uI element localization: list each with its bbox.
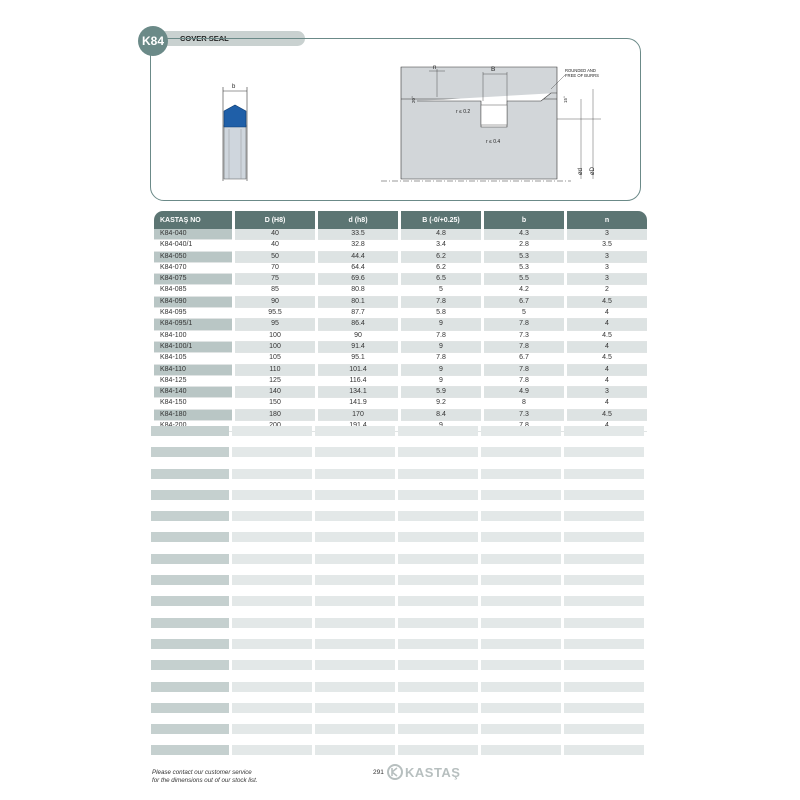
table-cell: 4.5 (567, 331, 647, 342)
table-cell: 4.5 (567, 410, 647, 421)
empty-cell (315, 490, 395, 500)
table-cell: 33.5 (318, 229, 398, 240)
table-cell: 64.4 (318, 263, 398, 274)
table-row (154, 376, 647, 387)
table-cell: 40 (235, 229, 315, 240)
table-cell: 105 (235, 353, 315, 364)
part-number-cell: K84-100/1 (154, 342, 232, 353)
empty-cell (398, 596, 478, 606)
empty-cell (398, 724, 478, 734)
col-header-b: b (484, 211, 564, 229)
table-cell: 6.7 (484, 297, 564, 308)
table-cell: 6.2 (401, 263, 481, 274)
col-header-n: n (567, 211, 647, 229)
table-cell: 69.6 (318, 274, 398, 285)
empty-cell (232, 554, 312, 564)
table-cell: 116.4 (318, 376, 398, 387)
table-cell: 70 (235, 263, 315, 274)
empty-cell (398, 532, 478, 542)
empty-cell (481, 511, 561, 521)
table-cell: 3 (567, 387, 647, 398)
table-cell: 7.8 (401, 353, 481, 364)
empty-cell (151, 554, 229, 564)
empty-table-rows (151, 426, 646, 767)
table-cell: 95.1 (318, 353, 398, 364)
empty-cell (315, 554, 395, 564)
empty-cell (564, 511, 644, 521)
table-cell: 7.3 (484, 410, 564, 421)
empty-cell (151, 426, 229, 436)
table-cell: 4.3 (484, 229, 564, 240)
table-cell: 5 (484, 308, 564, 319)
table-cell: 44.4 (318, 252, 398, 263)
table-cell: 90 (318, 331, 398, 342)
empty-cell (481, 554, 561, 564)
empty-cell (398, 426, 478, 436)
table-cell: 7.8 (401, 297, 481, 308)
table-cell: 4.5 (567, 297, 647, 308)
part-number-cell: K84-095/1 (154, 319, 232, 330)
footer-note-line1: Please contact our customer service (152, 769, 252, 776)
empty-cell (481, 447, 561, 457)
part-number-cell: K84-125 (154, 376, 232, 387)
table-row (154, 274, 647, 285)
empty-cell (315, 724, 395, 734)
table-cell: 100 (235, 342, 315, 353)
table-cell: 87.7 (318, 308, 398, 319)
table-cell: 5.5 (484, 274, 564, 285)
empty-row (151, 511, 646, 521)
product-code-badge: K84 (138, 26, 168, 56)
empty-cell (232, 447, 312, 457)
brand-logo (387, 764, 460, 780)
page-number: 291 (373, 769, 384, 776)
empty-cell (151, 575, 229, 585)
empty-cell (564, 532, 644, 542)
col-header-B: B (-0/+0.25) (401, 211, 481, 229)
table-cell: 100 (235, 331, 315, 342)
table-cell: 110 (235, 365, 315, 376)
brand-logo-icon (387, 764, 403, 780)
table-cell: 3 (567, 274, 647, 285)
table-cell: 4.2 (484, 285, 564, 296)
empty-cell (151, 490, 229, 500)
empty-cell (481, 532, 561, 542)
table-cell: 3 (567, 229, 647, 240)
empty-cell (232, 596, 312, 606)
empty-cell (481, 618, 561, 628)
table-cell: 4.5 (567, 353, 647, 364)
empty-cell (151, 532, 229, 542)
empty-row (151, 469, 646, 479)
table-cell: 170 (318, 410, 398, 421)
empty-cell (151, 660, 229, 670)
table-cell: 125 (235, 376, 315, 387)
empty-row (151, 532, 646, 542)
part-number-cell: K84-050 (154, 252, 232, 263)
empty-row (151, 682, 646, 692)
part-number-cell: K84-180 (154, 410, 232, 421)
empty-cell (315, 745, 395, 755)
table-cell: 80.8 (318, 285, 398, 296)
empty-cell (564, 745, 644, 755)
table-row (154, 240, 647, 251)
empty-cell (232, 745, 312, 755)
empty-cell (232, 469, 312, 479)
empty-cell (481, 426, 561, 436)
empty-cell (481, 490, 561, 500)
empty-cell (151, 469, 229, 479)
empty-cell (151, 639, 229, 649)
dim-d-label: ød (578, 167, 584, 175)
empty-cell (315, 469, 395, 479)
empty-cell (398, 639, 478, 649)
part-number-cell: K84-100 (154, 331, 232, 342)
table-row (154, 331, 647, 342)
table-body (154, 229, 647, 432)
table-cell: 6.5 (401, 274, 481, 285)
table-cell: 3 (567, 252, 647, 263)
empty-cell (315, 618, 395, 628)
table-row (154, 365, 647, 376)
empty-cell (398, 575, 478, 585)
dim-D-label: øD (590, 167, 596, 175)
table-cell: 2.8 (484, 240, 564, 251)
empty-cell (564, 724, 644, 734)
empty-cell (564, 426, 644, 436)
table-cell: 140 (235, 387, 315, 398)
empty-cell (232, 639, 312, 649)
empty-cell (481, 596, 561, 606)
table-cell: 9 (401, 365, 481, 376)
table-cell: 80.1 (318, 297, 398, 308)
empty-cell (151, 447, 229, 457)
empty-cell (151, 703, 229, 713)
empty-cell (232, 532, 312, 542)
table-row (154, 297, 647, 308)
table-cell: 86.4 (318, 319, 398, 330)
part-number-cell: K84-085 (154, 285, 232, 296)
empty-cell (564, 575, 644, 585)
footer-note-line2: for the dimensions out of our stock list. (152, 777, 258, 784)
empty-cell (315, 532, 395, 542)
empty-row (151, 639, 646, 649)
empty-row (151, 426, 646, 436)
table-cell: 6.7 (484, 353, 564, 364)
part-number-cell: K84-105 (154, 353, 232, 364)
table-cell: 134.1 (318, 387, 398, 398)
table-cell: 4.9 (484, 387, 564, 398)
empty-cell (481, 660, 561, 670)
empty-cell (315, 639, 395, 649)
table-row (154, 252, 647, 263)
table-cell: 7.8 (484, 319, 564, 330)
part-number-cell: K84-150 (154, 398, 232, 409)
table-cell: 180 (235, 410, 315, 421)
empty-row (151, 575, 646, 585)
table-cell: 3.4 (401, 240, 481, 251)
table-header-row (154, 211, 647, 229)
table-row (154, 285, 647, 296)
table-row (154, 353, 647, 364)
table-cell: 32.8 (318, 240, 398, 251)
empty-cell (232, 426, 312, 436)
footer-note (152, 769, 258, 785)
empty-row (151, 618, 646, 628)
table-cell: 101.4 (318, 365, 398, 376)
table-cell: 7.8 (401, 331, 481, 342)
empty-cell (398, 618, 478, 628)
table-cell: 75 (235, 274, 315, 285)
empty-cell (315, 575, 395, 585)
table-cell: 4 (567, 398, 647, 409)
empty-row (151, 447, 646, 457)
empty-cell (398, 490, 478, 500)
burr-note-line2: FREE OF BURRS (565, 73, 599, 78)
table-cell: 85 (235, 285, 315, 296)
empty-cell (564, 596, 644, 606)
empty-cell (398, 660, 478, 670)
table-cell: 3.5 (567, 240, 647, 251)
empty-cell (398, 703, 478, 713)
technical-drawing-frame (150, 38, 641, 201)
table-cell: 8 (484, 398, 564, 409)
empty-cell (232, 703, 312, 713)
table-cell: 4 (567, 342, 647, 353)
empty-cell (315, 596, 395, 606)
table-cell: 2 (567, 285, 647, 296)
empty-cell (398, 745, 478, 755)
empty-row (151, 745, 646, 755)
empty-cell (564, 490, 644, 500)
col-header-kastas-no: KASTAŞ NO (154, 211, 232, 229)
table-cell: 90 (235, 297, 315, 308)
empty-cell (481, 682, 561, 692)
empty-cell (232, 660, 312, 670)
part-number-cell: K84-095 (154, 308, 232, 319)
table-cell: 50 (235, 252, 315, 263)
empty-cell (564, 618, 644, 628)
table-cell: 95 (235, 319, 315, 330)
empty-cell (398, 682, 478, 692)
angle-20-label: 20° (411, 96, 416, 103)
product-title: COVER SEAL (180, 34, 229, 43)
table-cell: 9 (401, 319, 481, 330)
empty-cell (398, 447, 478, 457)
table-row (154, 229, 647, 240)
table-cell: 5 (401, 285, 481, 296)
part-number-cell: K84-140 (154, 387, 232, 398)
table-cell: 4 (567, 365, 647, 376)
part-number-cell: K84-040/1 (154, 240, 232, 251)
radius-02-label: r ≤ 0.2 (456, 109, 471, 115)
brand-logo-text: KASTAŞ (405, 764, 461, 780)
empty-cell (232, 618, 312, 628)
table-cell: 150 (235, 398, 315, 409)
empty-cell (564, 703, 644, 713)
empty-cell (151, 724, 229, 734)
table-row (154, 342, 647, 353)
empty-cell (151, 745, 229, 755)
empty-cell (315, 660, 395, 670)
table-row (154, 398, 647, 409)
table-cell: 4 (567, 319, 647, 330)
table-cell: 4 (567, 308, 647, 319)
col-header-D: D (H8) (235, 211, 315, 229)
table-cell: 5.3 (484, 263, 564, 274)
table-cell: 4.8 (401, 229, 481, 240)
empty-cell (481, 724, 561, 734)
empty-cell (398, 554, 478, 564)
empty-cell (232, 724, 312, 734)
table-cell: 9 (401, 342, 481, 353)
empty-cell (481, 575, 561, 585)
col-header-d: d (h8) (318, 211, 398, 229)
empty-cell (398, 511, 478, 521)
empty-cell (481, 745, 561, 755)
dim-n-label: n (433, 65, 437, 71)
housing-section-drawing (381, 65, 601, 181)
table-cell: 7.3 (484, 331, 564, 342)
empty-row (151, 724, 646, 734)
empty-cell (564, 554, 644, 564)
empty-cell (232, 511, 312, 521)
part-number-cell: K84-040 (154, 229, 232, 240)
table-cell: 7.8 (484, 376, 564, 387)
angle-15-label: 15° (563, 96, 568, 103)
part-number-cell: K84-070 (154, 263, 232, 274)
table-cell: 5.9 (401, 387, 481, 398)
part-number-cell: K84-090 (154, 297, 232, 308)
empty-cell (481, 703, 561, 713)
empty-cell (232, 490, 312, 500)
technical-drawing (151, 39, 642, 202)
empty-cell (151, 682, 229, 692)
table-cell: 7.8 (484, 342, 564, 353)
empty-cell (151, 618, 229, 628)
part-number-cell: K84-110 (154, 365, 232, 376)
dimensions-table (151, 211, 650, 432)
table-cell: 5.3 (484, 252, 564, 263)
empty-row (151, 554, 646, 564)
empty-cell (315, 447, 395, 457)
empty-cell (564, 469, 644, 479)
empty-row (151, 596, 646, 606)
empty-cell (315, 682, 395, 692)
empty-cell (481, 469, 561, 479)
table-cell: 141.9 (318, 398, 398, 409)
empty-cell (151, 596, 229, 606)
table-cell: 6.2 (401, 252, 481, 263)
table-cell: 4 (567, 376, 647, 387)
empty-cell (564, 682, 644, 692)
table-cell: 7.8 (484, 365, 564, 376)
empty-cell (315, 426, 395, 436)
empty-cell (564, 639, 644, 649)
seal-profile-drawing (223, 84, 247, 181)
table-row (154, 410, 647, 421)
table-row (154, 308, 647, 319)
table-cell: 8.4 (401, 410, 481, 421)
empty-row (151, 490, 646, 500)
dim-b-label: b (232, 84, 236, 90)
empty-row (151, 660, 646, 670)
table-cell: 9 (401, 376, 481, 387)
empty-row (151, 703, 646, 713)
empty-cell (564, 447, 644, 457)
empty-cell (398, 469, 478, 479)
table-cell: 91.4 (318, 342, 398, 353)
empty-cell (315, 511, 395, 521)
table-cell: 5.8 (401, 308, 481, 319)
empty-cell (564, 660, 644, 670)
part-number-cell: K84-075 (154, 274, 232, 285)
table-cell: 9.2 (401, 398, 481, 409)
burr-note-line1: ROUNDED AND (565, 68, 596, 73)
table-cell: 40 (235, 240, 315, 251)
dim-B-label: B (491, 66, 496, 73)
table-cell: 3 (567, 263, 647, 274)
empty-cell (315, 703, 395, 713)
empty-cell (151, 511, 229, 521)
radius-04-label: r ≤ 0.4 (486, 139, 501, 145)
empty-cell (481, 639, 561, 649)
table-row (154, 387, 647, 398)
table-cell: 95.5 (235, 308, 315, 319)
table-row (154, 319, 647, 330)
empty-cell (232, 682, 312, 692)
table-row (154, 263, 647, 274)
empty-cell (232, 575, 312, 585)
